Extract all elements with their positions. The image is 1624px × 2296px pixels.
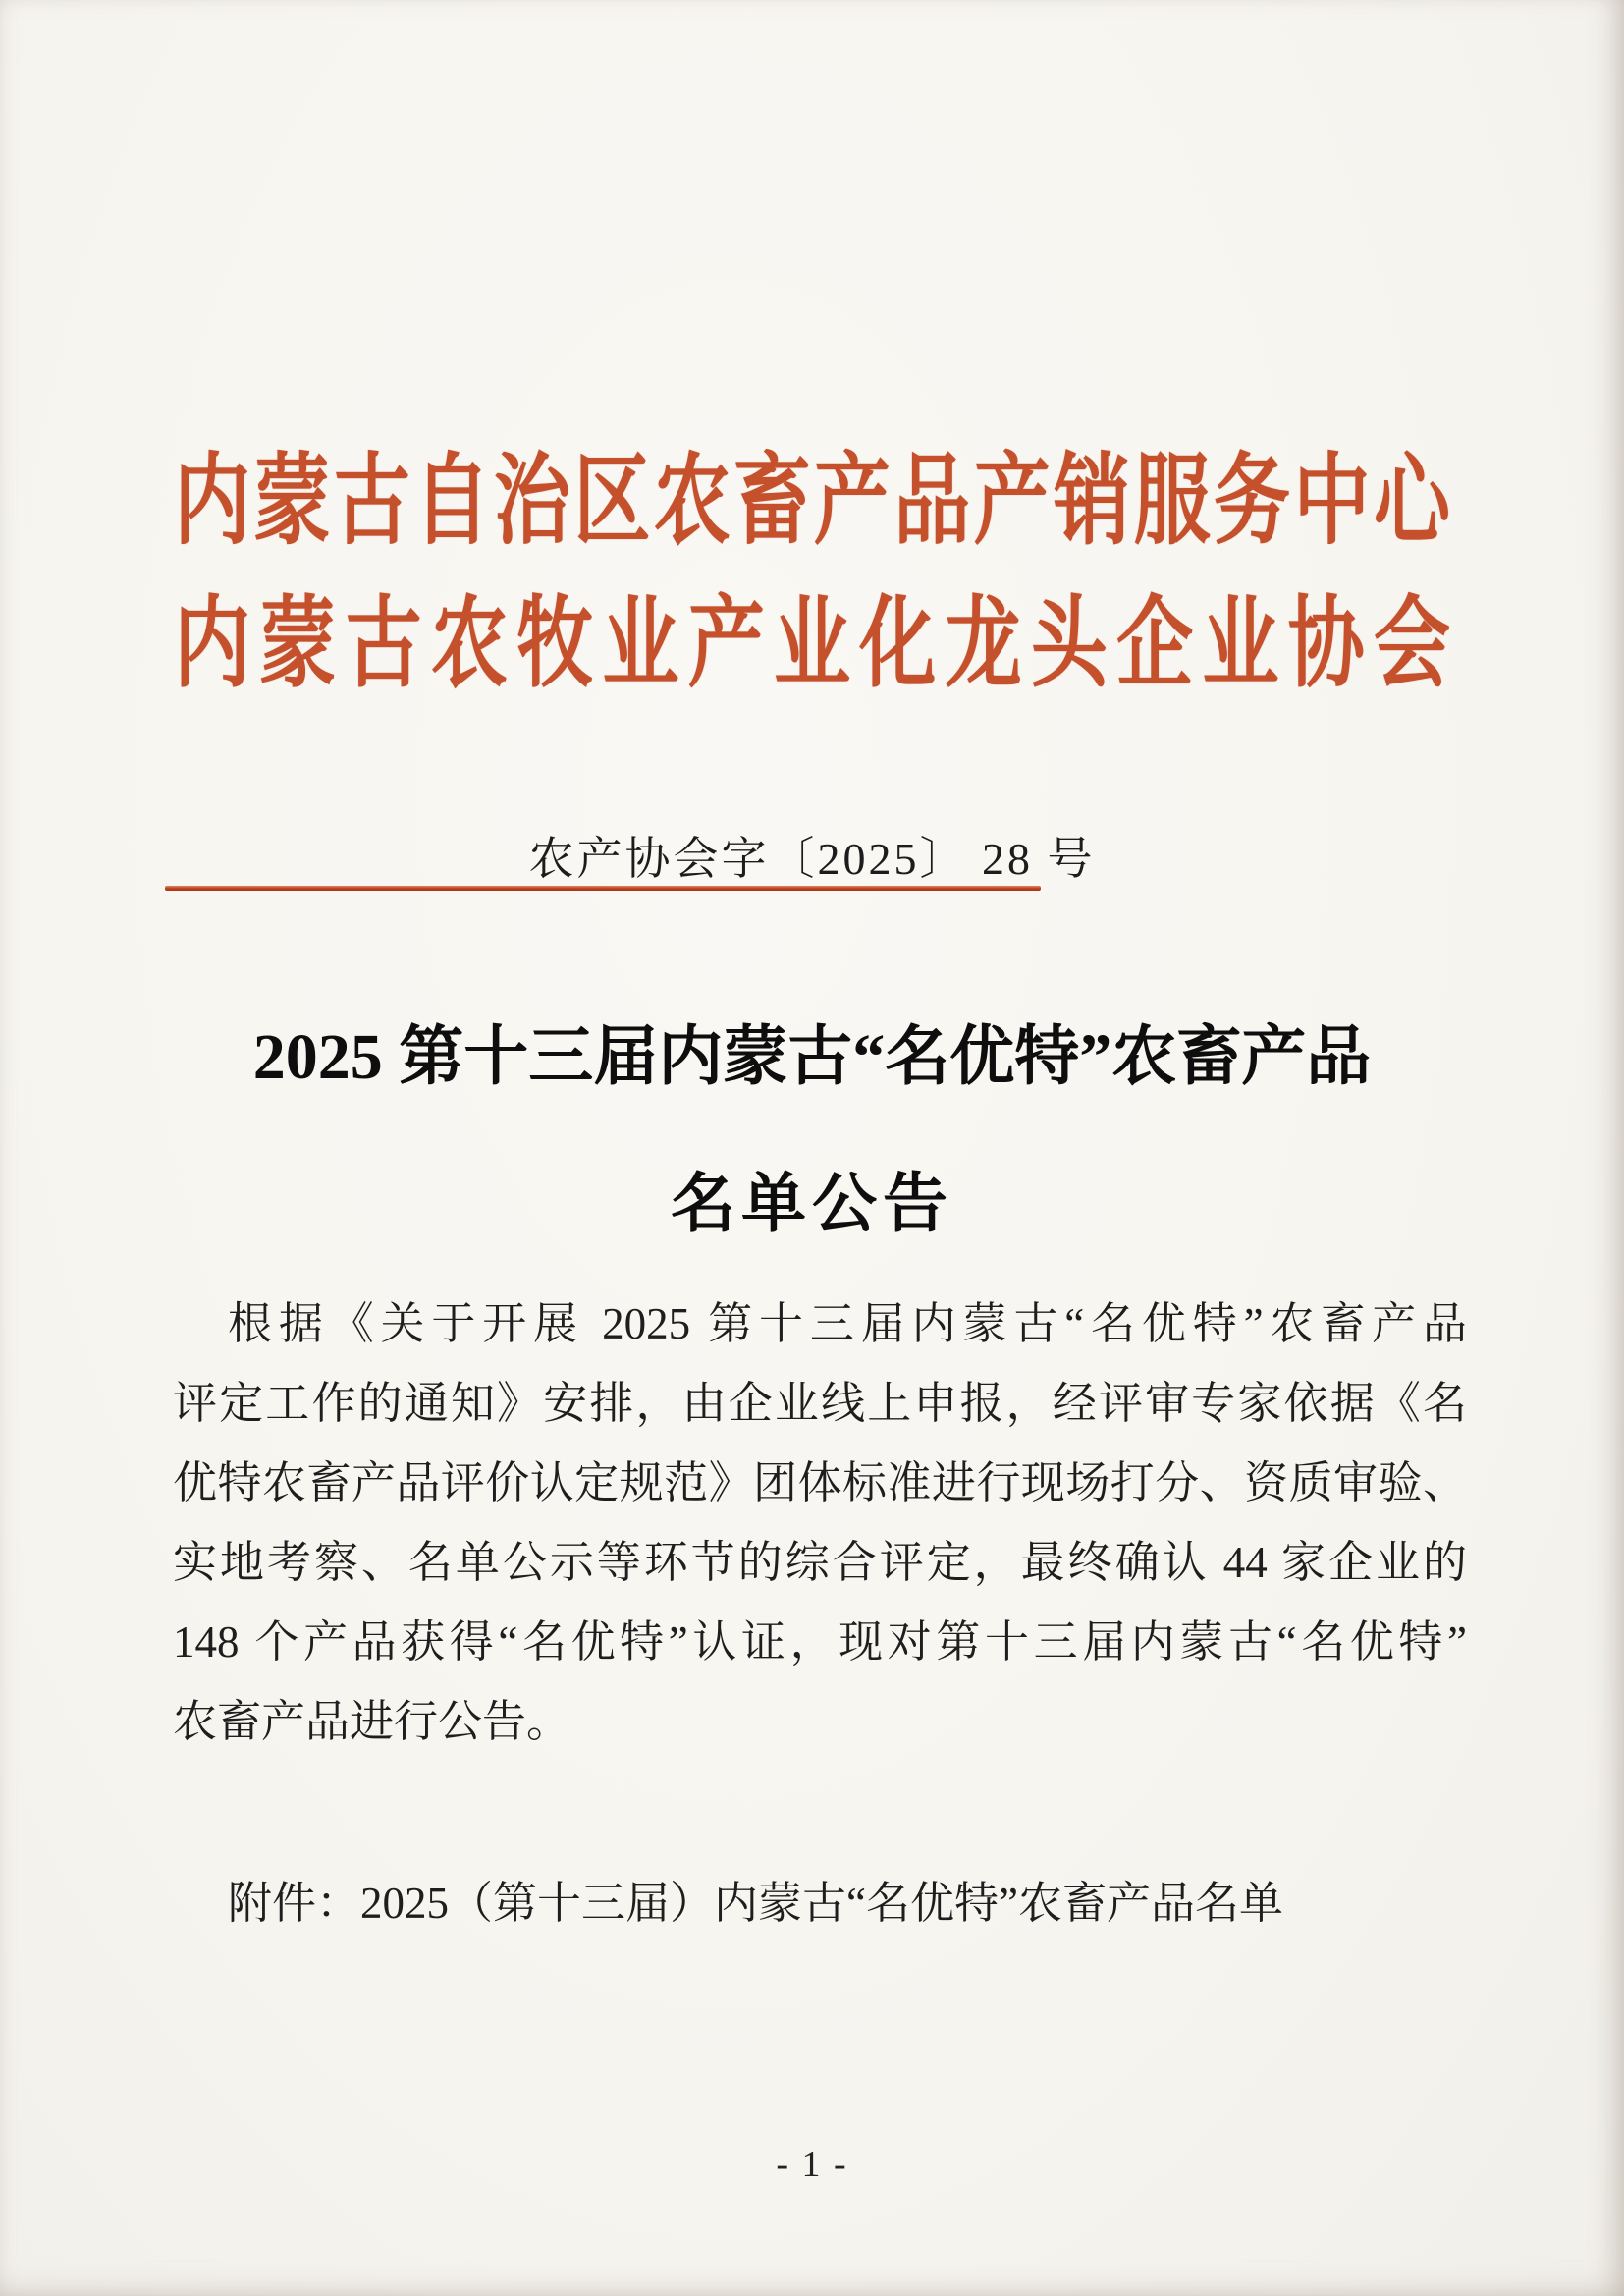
body-line: 优特农畜产品评价认定规范》团体标准进行现场打分、资质审验、 [173,1458,1467,1507]
announcement-title-line-2: 名单公告 [671,1169,953,1240]
document-reference-number: 农产协会字〔2025〕 28 号 [528,834,1096,884]
red-divider-line [165,886,1041,891]
org-name-line-2: 内蒙古农牧业产业化龙头企业协会 [174,588,1450,700]
body-line: 根据《关于开展 2025 第十三届内蒙古“名优特”农畜产品 [228,1299,1467,1348]
issuing-org-letterhead [174,430,1450,716]
body-line: 农畜产品进行公告。 [173,1697,571,1746]
body-line: 148 个产品获得“名优特”认证，现对第十三届内蒙古“名优特” [173,1617,1467,1667]
attachment-reference-line: 附件：2025（第十三届）内蒙古“名优特”农畜产品名单 [228,1879,1283,1928]
body-line: 实地考察、名单公示等环节的综合评定，最终确认 44 家企业的 [173,1538,1467,1587]
page-number: - 1 - [776,2144,848,2185]
org-name-line-1: 内蒙古自治区农畜产品产销服务中心 [174,445,1450,557]
announcement-title-line-1: 2025 第十三届内蒙古“名优特”农畜产品 [252,1021,1372,1093]
body-line: 评定工作的通知》安排，由企业线上申报，经评审专家依据《名 [173,1379,1467,1428]
announcement-body [173,1285,1467,1762]
